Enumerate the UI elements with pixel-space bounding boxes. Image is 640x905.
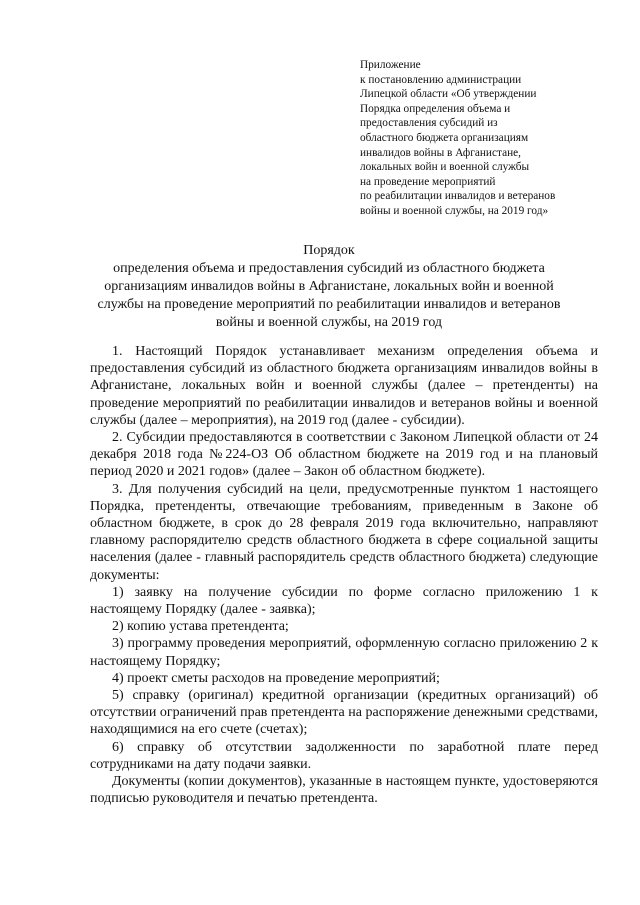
appendix-line: по реабилитации инвалидов и ветеранов	[360, 190, 556, 203]
paragraph: 6) справку об отсутствии задолженности по заработной плате перед сотрудниками на дату подачи заявки.	[90, 739, 598, 772]
appendix-line: на проведение мероприятий	[360, 175, 496, 188]
title-line: войны и военной службы, на 2019 год	[215, 315, 443, 330]
paragraph: 3) программу проведения мероприятий, оформленную согласно приложению 2 к настоящему Порядку;	[90, 636, 598, 669]
title-line: службы на проведение мероприятий по реабилитации инвалидов и ветеранов	[97, 297, 561, 312]
paragraph: 2. Субсидии предоставляются в соответствии с Законом Липецкой области от 24 декабря 2018 года №224-ОЗ Об областном бюджете на 2019 год и на плановый период 2020 и 2021 годов» (далее – Закон об областном бюджете).	[90, 430, 598, 480]
appendix-line: Липецкой области «Об утверждении	[360, 88, 537, 101]
appendix-line: областного бюджета организациям	[360, 131, 529, 144]
appendix-line: локальных войн и военной службы	[360, 161, 530, 174]
appendix-line: войны и военной службы, на 2019 год»	[360, 204, 549, 217]
appendix-header	[360, 58, 610, 219]
title-line: определения объема и предоставления субсидий из областного бюджета	[113, 261, 545, 276]
appendix-line: инвалидов войны в Афганистане,	[360, 146, 521, 159]
title-line: организациям инвалидов войны в Афганистане, локальных войн и военной	[104, 279, 554, 294]
paragraph: 1. Настоящий Порядок устанавливает механизм определения объема и предоставления субсидий из областного бюджета организациям инвалидов войны в Афганистане, локальных войн и военной службы (далее – претенденты) на проведение мероприятий по реабилитации инвалидов и ветеранов войны и военной службы (далее – мероприятия), на 2019 год (далее - субсидии).	[90, 344, 598, 428]
paragraph: 5) справку (оригинал) кредитной организации (кредитных организаций) об отсутствии ограничений прав претендента на распоряжение денежными средствами, находящимися на его счете (счетах);	[90, 688, 598, 738]
paragraph: Документы (копии документов), указанные в настоящем пункте, удостоверяются подписью руководителя и печатью претендента.	[90, 774, 598, 807]
appendix-line: предоставления субсидий из	[360, 117, 498, 130]
appendix-line: Порядка определения объема и	[360, 102, 511, 115]
paragraph: 4) проект сметы расходов на проведение мероприятий;	[112, 670, 440, 686]
paragraph: 1) заявку на получение субсидии по форме согласно приложению 1 к настоящему Порядку (далее - заявка);	[90, 584, 598, 618]
appendix-line: Приложение	[360, 59, 421, 71]
title-heading: Порядок	[303, 243, 355, 258]
document-body	[90, 343, 598, 807]
paragraph: 3. Для получения субсидий на цели, предусмотренные пунктом 1 настоящего Порядка, претенденты, отвечающие требованиям, приведенным в Законе об областном бюджете, в срок до 28 февраля 2019 года включительно, направляют главному распорядителю средств областного бюджета в сфере социальной защиты населения (далее - главный распорядитель средств областного бюджета) следующие документы:	[90, 481, 598, 583]
paragraph: 2) копию устава претендента;	[112, 619, 289, 635]
document-title	[88, 242, 570, 332]
appendix-line: к постановлению администрации	[360, 73, 522, 86]
